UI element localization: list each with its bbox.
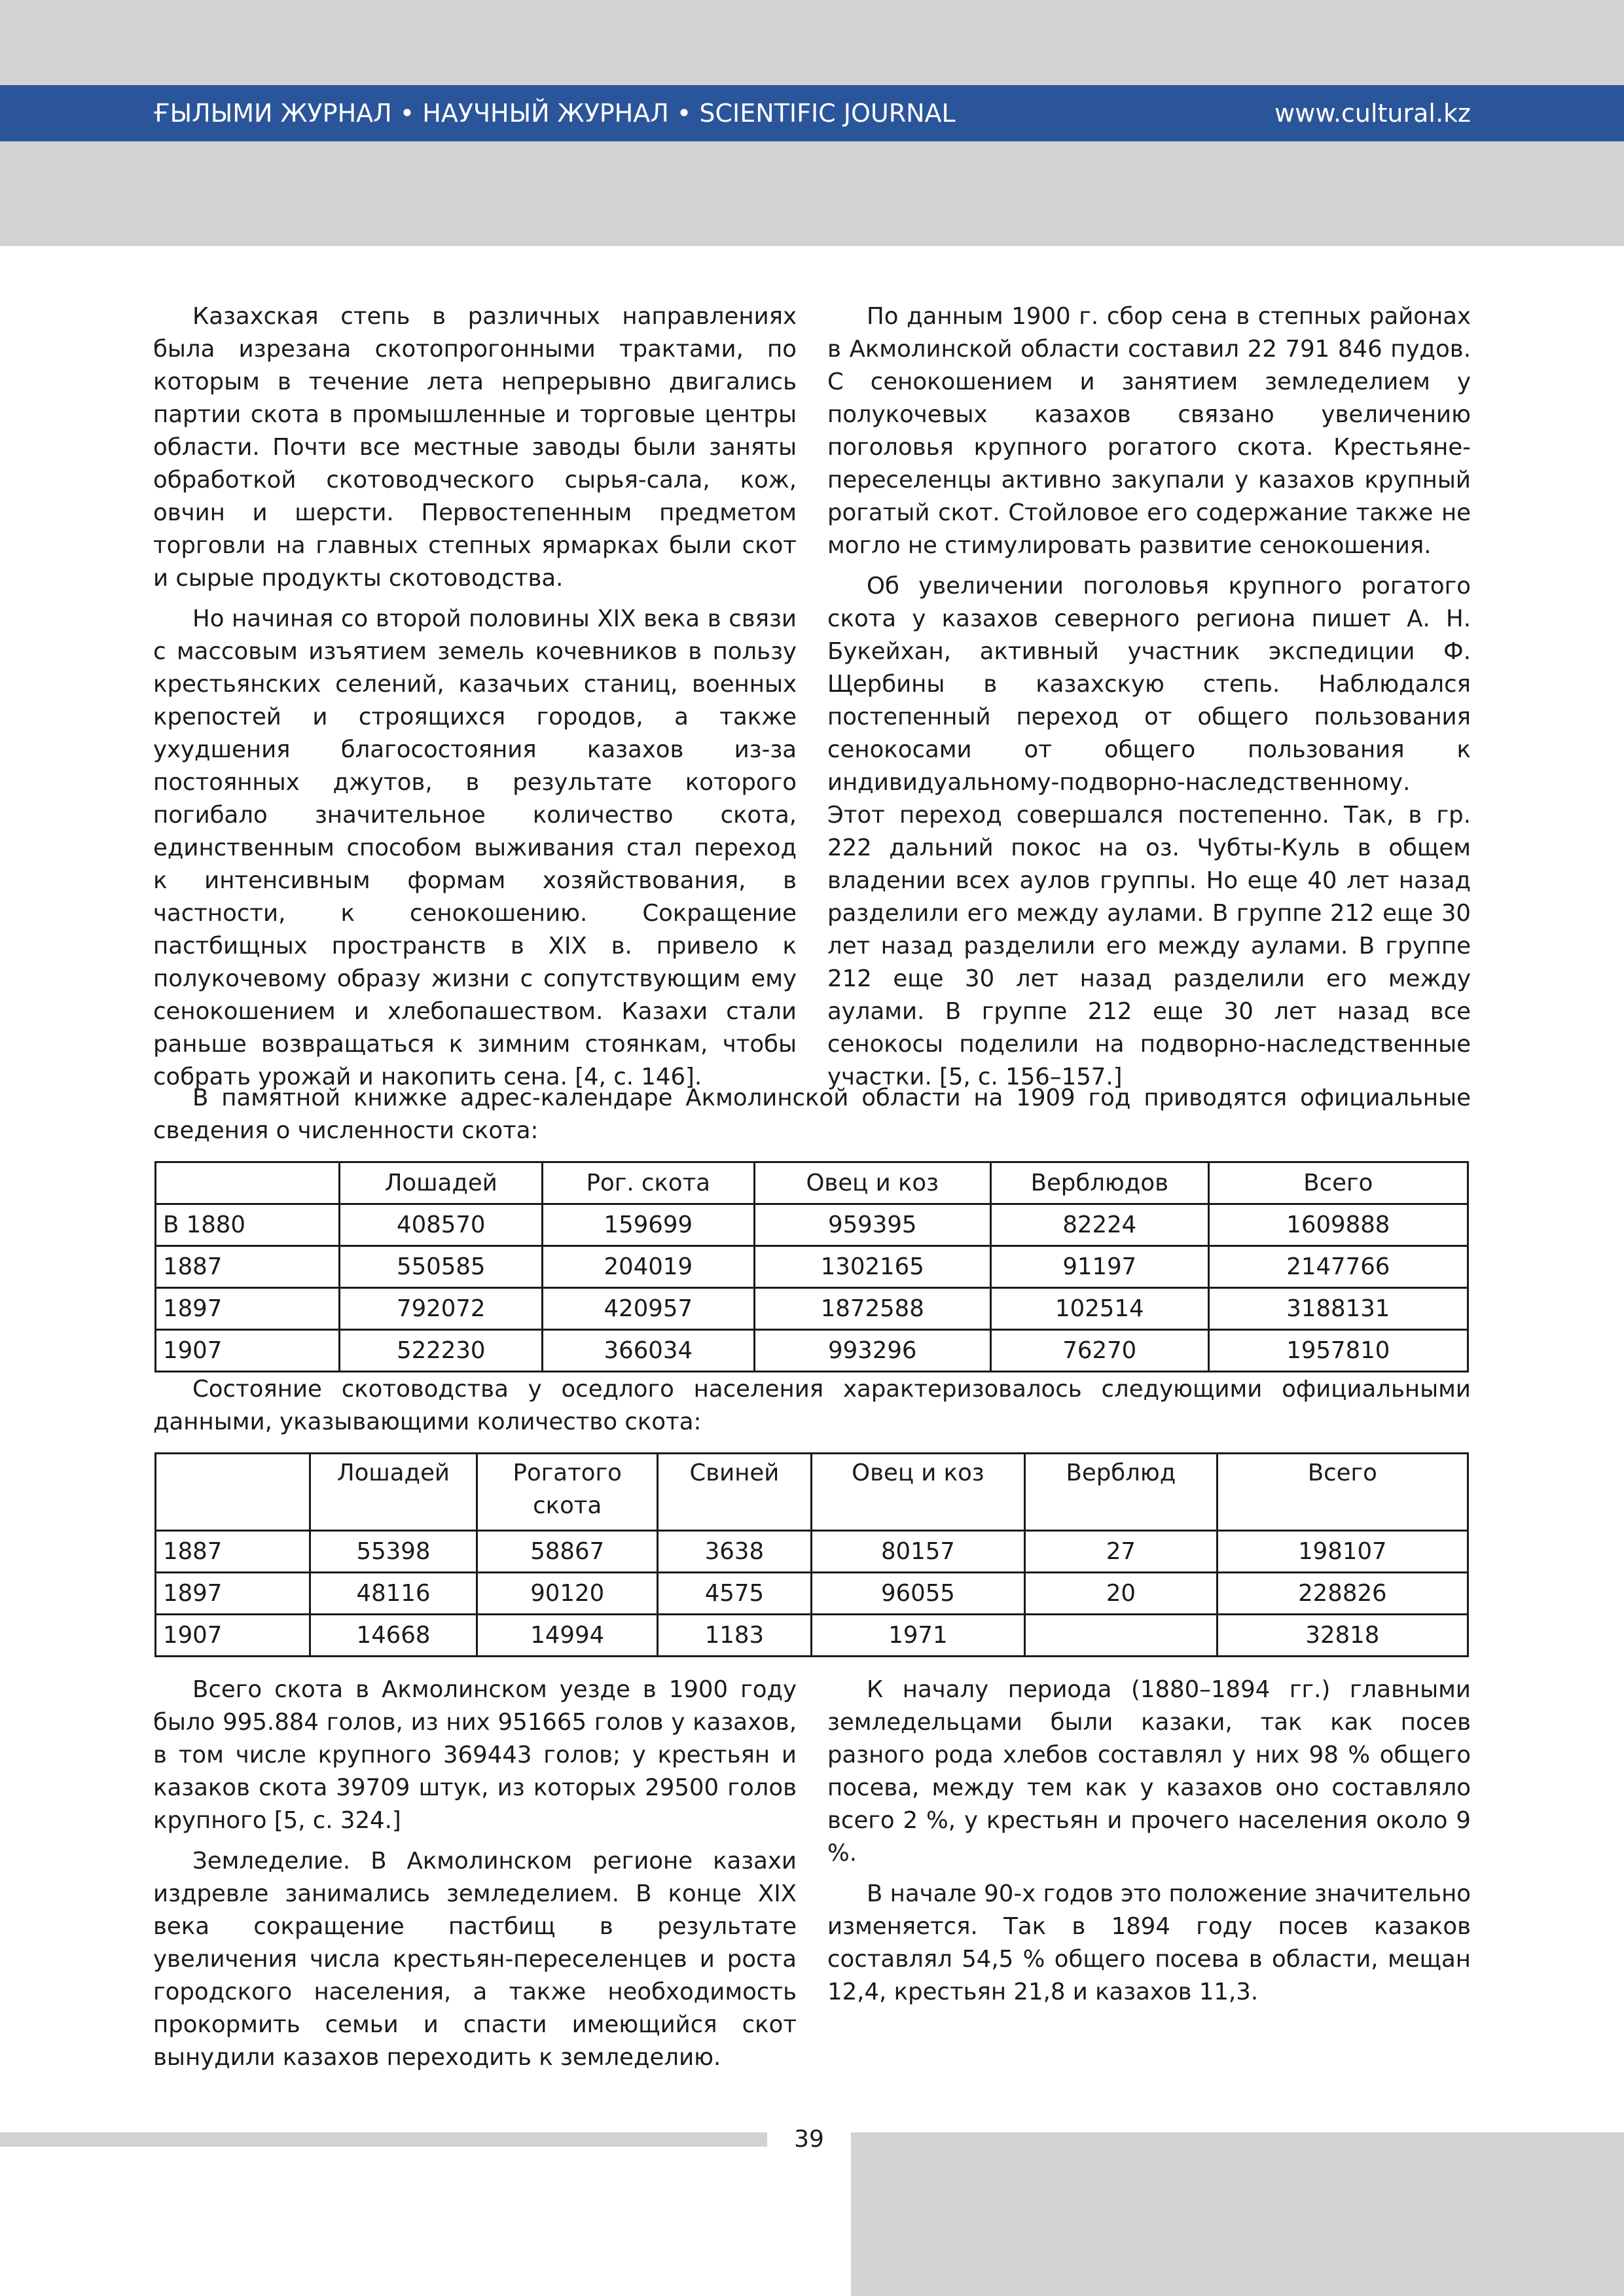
table-cell: 27: [1025, 1531, 1218, 1573]
table-cell: 1971: [811, 1615, 1024, 1657]
table-header-cell: Лошадей: [340, 1162, 543, 1204]
table-cell: 14994: [477, 1615, 658, 1657]
paragraph: По данным 1900 г. сбор сена в степных районах в Акмолинской области составил 22 791 846 пудов. С сенокошением и занятием земледелием у полукочевых казахов связано увеличению поголовья крупного рогатого скота. Крестьяне-переселенцы активно закупали у казахов крупный рогатый скот. Стойловое его содержание также не могло не стимулировать развитие сенокошения.: [827, 303, 1471, 559]
paragraph: Казахская степь в различных направлениях была изрезана скотопрогонными трактами, по которым в течение лета непрерывно двигались партии скота в промышленные и торговые центры области. Почти все местные заводы были заняты обработкой скотоводческого сырья-сала, кож, овчин и шерсти. Первостепенным предметом торговли на главных степных ярмарках были скот и сырые продукты скотоводства.: [153, 303, 797, 592]
table-cell: 228826: [1217, 1573, 1468, 1615]
table-header-cell: [156, 1454, 310, 1531]
table-row: [156, 1531, 1468, 1573]
footer-background: [851, 2132, 1624, 2296]
table-cell: 1897: [156, 1573, 310, 1615]
paragraph: Об увеличении поголовья крупного рогатого скота у казахов северного региона пишет А. Н. Букейхан, активный участник экспедиции Ф. Щербины в казахскую степь. Наблюдался постепенный переход от общего пользования сенокосами от общего пользования к индивидуальному-подворно-наследственному. Этот переход совершался постепенно. Так, в гр. 222 дальний покос на оз. Чубты-Куль в общем владении всех аулов группы. Но еще 40 лет назад разделили его между аулами. В группе 212 еще 30 лет назад разделили его между аулами. В группе 212 еще 30 лет назад разделили его между аулами. В группе 212 еще 30 лет назад все сенокосы поделили на подворно-наследственные участки. [5, с. 156–157.]: [827, 573, 1471, 1090]
table-cell: 159699: [543, 1204, 754, 1246]
table-header-cell: Рог. скота: [543, 1162, 754, 1204]
table-cell: 420957: [543, 1288, 754, 1330]
livestock-table-1880-1907: [154, 1161, 1469, 1372]
table-cell: [1025, 1615, 1218, 1657]
table-header-cell: Всего: [1217, 1454, 1468, 1531]
table-cell: 959395: [754, 1204, 990, 1246]
table-header-cell: Лошадей: [310, 1454, 477, 1531]
table-header-cell: Верблюдов: [990, 1162, 1208, 1204]
table-cell: 792072: [340, 1288, 543, 1330]
table-header-cell: Рогатого скота: [477, 1454, 658, 1531]
table-cell: 198107: [1217, 1531, 1468, 1573]
table-cell: 96055: [811, 1573, 1024, 1615]
table-cell: 20: [1025, 1573, 1218, 1615]
table-header-row: [156, 1454, 1468, 1531]
table-cell: 1907: [156, 1615, 310, 1657]
settled-livestock-table: [154, 1452, 1469, 1657]
table-header-cell: [156, 1162, 340, 1204]
table-cell: 1302165: [754, 1246, 990, 1288]
paragraph: Земледелие. В Акмолинском регионе казахи издревле занимались земледелием. В конце XIX века сокращение пастбищ в результате увеличения числа крестьян-переселенцев и роста городского населения, а также необходимость прокормить семьи и спасти имеющийся скот вынудили казахов переходить к земледелию.: [153, 1848, 797, 2071]
table-cell: 204019: [543, 1246, 754, 1288]
paragraph: В начале 90-х годов это положение значительно изменяется. Так в 1894 году посев казаков составлял 54,5 % общего посева в области, мещан 12,4, крестьян 21,8 и казахов 11,3.: [827, 1880, 1471, 2005]
table-cell: 80157: [811, 1531, 1024, 1573]
table-cell: 1907: [156, 1330, 340, 1372]
table-cell: 408570: [340, 1204, 543, 1246]
table-cell: 993296: [754, 1330, 990, 1372]
table-cell: В 1880: [156, 1204, 340, 1246]
table-cell: 522230: [340, 1330, 543, 1372]
table-cell: 4575: [658, 1573, 812, 1615]
table-cell: 91197: [990, 1246, 1208, 1288]
table-cell: 1897: [156, 1288, 340, 1330]
table-cell: 55398: [310, 1531, 477, 1573]
table-header-cell: Овец и коз: [811, 1454, 1024, 1531]
table-cell: 102514: [990, 1288, 1208, 1330]
table-cell: 1183: [658, 1615, 812, 1657]
left-column-top: [153, 300, 797, 1102]
table-header-cell: Свиней: [658, 1454, 812, 1531]
table1-intro: В памятной книжке адрес-календаре Акмолинской области на 1909 год приводятся официальные сведения о численности скота:: [153, 1085, 1471, 1144]
table-cell: 1887: [156, 1246, 340, 1288]
table-row: [156, 1246, 1468, 1288]
footer-divider: [0, 2132, 767, 2147]
table-cell: 48116: [310, 1573, 477, 1615]
table-cell: 1957810: [1208, 1330, 1468, 1372]
table-cell: 1609888: [1208, 1204, 1468, 1246]
table-cell: 3188131: [1208, 1288, 1468, 1330]
table-cell: 366034: [543, 1330, 754, 1372]
table-header-cell: Овец и коз: [754, 1162, 990, 1204]
table-cell: 1872588: [754, 1288, 990, 1330]
paragraph: К началу периода (1880–1894 гг.) главными земледельцами были казаки, так как посев разного рода хлебов составлял у них 98 % общего посева, между тем как у казахов оно составляло всего 2 %, у крестьян и прочего населения около 9 %.: [827, 1676, 1471, 1867]
table-row: [156, 1573, 1468, 1615]
table-cell: 90120: [477, 1573, 658, 1615]
right-column-bottom: [827, 1674, 1471, 2017]
table2-intro: Состояние скотоводства у оседлого населения характеризовалось следующими официальными данными, указывающими количество скота:: [153, 1376, 1471, 1435]
table-cell: 550585: [340, 1246, 543, 1288]
table-row: [156, 1330, 1468, 1372]
table-header-cell: Всего: [1208, 1162, 1468, 1204]
table-cell: 14668: [310, 1615, 477, 1657]
table-header-row: [156, 1162, 1468, 1204]
table-cell: 82224: [990, 1204, 1208, 1246]
paragraph: Но начиная со второй половины XIX века в связи с массовым изъятием земель кочевников в пользу крестьянских селений, казачьих станиц, военных крепостей и строящихся городов, а также ухудшения благосостояния казахов из-за постоянных джутов, в результате которого погибало значительное количество скота, единственным способом выживания стал переход к интенсивным формам хозяйствования, в частности, к сенокошению. Сокращение пастбищных пространств в XIX в. привело к полукочевому образу жизни с сопутствующим ему сенокошением и хлебопашеством. Казахи стали раньше возвращаться к зимним стоянкам, чтобы собрать урожай и накопить сена. [4, с. 146].: [153, 605, 797, 1090]
table-row: [156, 1204, 1468, 1246]
table-cell: 32818: [1217, 1615, 1468, 1657]
table-cell: 1887: [156, 1531, 310, 1573]
table-header-cell: Верблюд: [1025, 1454, 1218, 1531]
left-column-bottom: [153, 1674, 797, 2082]
table-cell: 58867: [477, 1531, 658, 1573]
paragraph: Всего скота в Акмолинском уезде в 1900 году было 995.884 голов, из них 951665 голов у казахов, в том числе крупного 369443 голов; у крестьян и казаков скота 39709 штук, из которых 29500 голов крупного [5, с. 324.]: [153, 1676, 797, 1834]
table-row: [156, 1288, 1468, 1330]
table-cell: 3638: [658, 1531, 812, 1573]
journal-header-bar: [0, 85, 1624, 141]
journal-title: ҒЫЛЫМИ ЖУРНАЛ • НАУЧНЫЙ ЖУРНАЛ • SCIENTIFIC JOURNAL: [153, 99, 956, 128]
website-link[interactable]: www.cultural.kz: [1274, 99, 1471, 128]
page-number: 39: [794, 2126, 824, 2153]
table-row: [156, 1615, 1468, 1657]
table-cell: 2147766: [1208, 1246, 1468, 1288]
right-column-top: [827, 300, 1471, 1102]
table-cell: 76270: [990, 1330, 1208, 1372]
